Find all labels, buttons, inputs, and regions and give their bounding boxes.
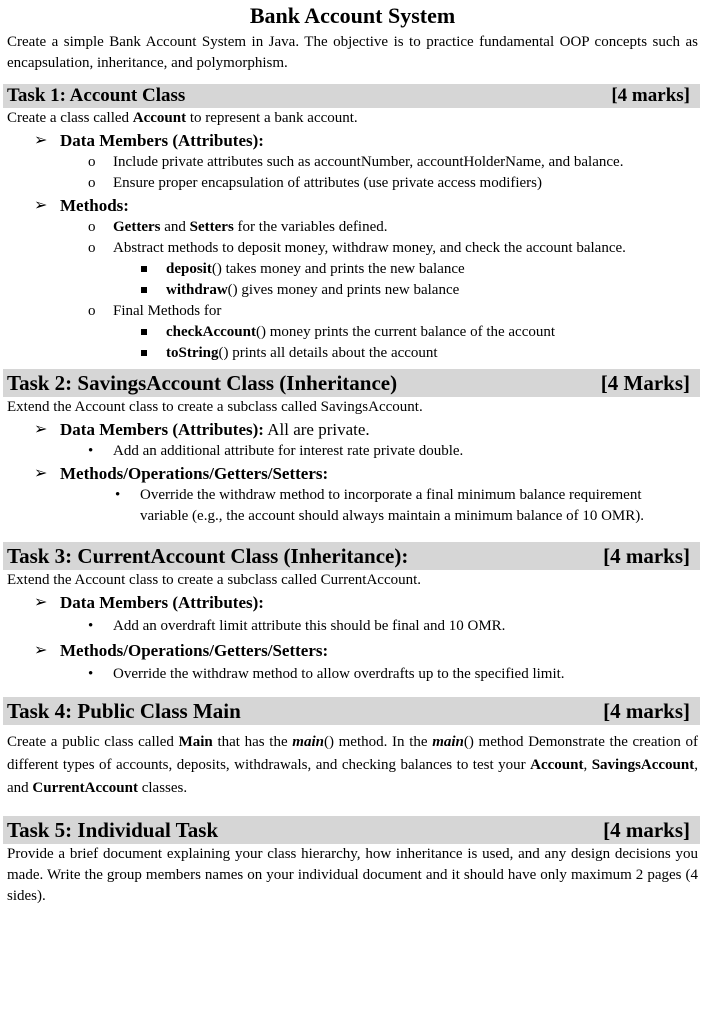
task5-title: Task 5: Individual Task: [7, 818, 219, 842]
arrow-bullet-icon: ➢: [34, 465, 48, 482]
list-item: o Final Methods for: [0, 301, 705, 322]
list-item: • Add an overdraft limit attribute this should be final and 10 OMR.: [0, 614, 705, 639]
task2-description: Extend the Account class to create a subclass called SavingsAccount.: [7, 399, 423, 415]
circle-bullet-icon: o: [88, 219, 96, 235]
task4-title: Task 4: Public Class Main: [7, 699, 241, 723]
arrow-bullet-icon: ➢: [34, 642, 48, 659]
square-bullet-icon: [141, 287, 147, 293]
task3-title: Task 3: CurrentAccount Class (Inheritance):: [7, 544, 409, 568]
task2-marks: [4 Marks]: [600, 371, 690, 395]
task1-methods-heading: ➢ Methods:: [34, 196, 129, 215]
task3-methods-heading: ➢ Methods/Operations/Getters/Setters:: [34, 641, 329, 660]
task2-methods-heading: ➢ Methods/Operations/Getters/Setters:: [34, 464, 329, 483]
arrow-bullet-icon: ➢: [34, 421, 48, 438]
task5-marks: [4 marks]: [603, 818, 690, 842]
sub-list-item: toString() prints all details about the account: [0, 343, 705, 364]
intro-paragraph: Create a simple Bank Account System in Java. The objective is to practice fundamental OOP concepts such as encapsulation, inheritance, and polymorphism.: [7, 34, 698, 71]
task1-title: Task 1: Account Class: [7, 85, 186, 106]
square-bullet-icon: [141, 350, 147, 356]
circle-bullet-icon: o: [88, 175, 96, 191]
list-item: o Include private attributes such as accountNumber, accountHolderName, and balance.: [0, 152, 705, 173]
task5-description: Provide a brief document explaining your class hierarchy, how inheritance is used, and any design decisions you made. Write the group members names on your individual document and it should have only maximum 2 pages (4 sides).: [7, 846, 698, 904]
circle-bullet-icon: o: [88, 154, 96, 170]
task3-data-members-heading: ➢ Data Members (Attributes):: [34, 593, 264, 612]
list-item: o Getters and Setters for the variables defined.: [0, 217, 705, 238]
sub-list-item: checkAccount() money prints the current balance of the account: [0, 322, 705, 343]
list-item: o Ensure proper encapsulation of attributes (use private access modifiers): [0, 173, 705, 194]
list-item: • Override the withdraw method to allow overdrafts up to the specified limit.: [0, 662, 705, 687]
sub-list-item: deposit() takes money and prints the new balance: [0, 259, 705, 280]
task3-header: [3, 542, 700, 570]
dot-bullet-icon: •: [88, 618, 94, 634]
task2-header: [3, 369, 700, 397]
task5-header: [3, 816, 700, 844]
list-item: • Override the withdraw method to incorporate a final minimum balance requirement variable (e.g., the account should always maintain a minimum balance of 10 OMR).: [115, 487, 645, 524]
square-bullet-icon: [141, 329, 147, 335]
task3-marks: [4 marks]: [603, 544, 690, 568]
arrow-bullet-icon: ➢: [34, 132, 48, 149]
circle-bullet-icon: o: [88, 240, 96, 256]
sub-list-item: withdraw() gives money and prints new balance: [0, 280, 705, 301]
dot-bullet-icon: •: [115, 487, 121, 503]
task1-description: Create a class called Account to represent a bank account.: [7, 110, 358, 126]
arrow-bullet-icon: ➢: [34, 594, 48, 611]
square-bullet-icon: [141, 266, 147, 272]
task2-data-members-heading: ➢ Data Members (Attributes): All are private.: [34, 420, 370, 439]
circle-bullet-icon: o: [88, 303, 96, 319]
list-item: • Add an additional attribute for interest rate private double.: [0, 441, 705, 462]
dot-bullet-icon: •: [88, 666, 94, 682]
task2-title: Task 2: SavingsAccount Class (Inheritance): [7, 371, 398, 395]
task1-marks: [4 marks]: [611, 85, 690, 106]
task1-data-members-heading: ➢ Data Members (Attributes):: [34, 131, 264, 150]
task4-description: Create a public class called Main that has the main() method. In the main() method Demonstrate the creation of different types of accounts, deposits, withdrawals, and checking balances to test your Account, SavingsAccount, and CurrentAccount classes.: [7, 734, 698, 796]
arrow-bullet-icon: ➢: [34, 197, 48, 214]
task4-header: [3, 697, 700, 725]
task3-description: Extend the Account class to create a subclass called CurrentAccount.: [7, 572, 422, 588]
document-title: Bank Account System: [249, 3, 456, 28]
task1-header: [3, 84, 700, 108]
dot-bullet-icon: •: [88, 443, 94, 459]
task4-marks: [4 marks]: [603, 699, 690, 723]
list-item: o Abstract methods to deposit money, withdraw money, and check the account balance.: [0, 238, 705, 259]
